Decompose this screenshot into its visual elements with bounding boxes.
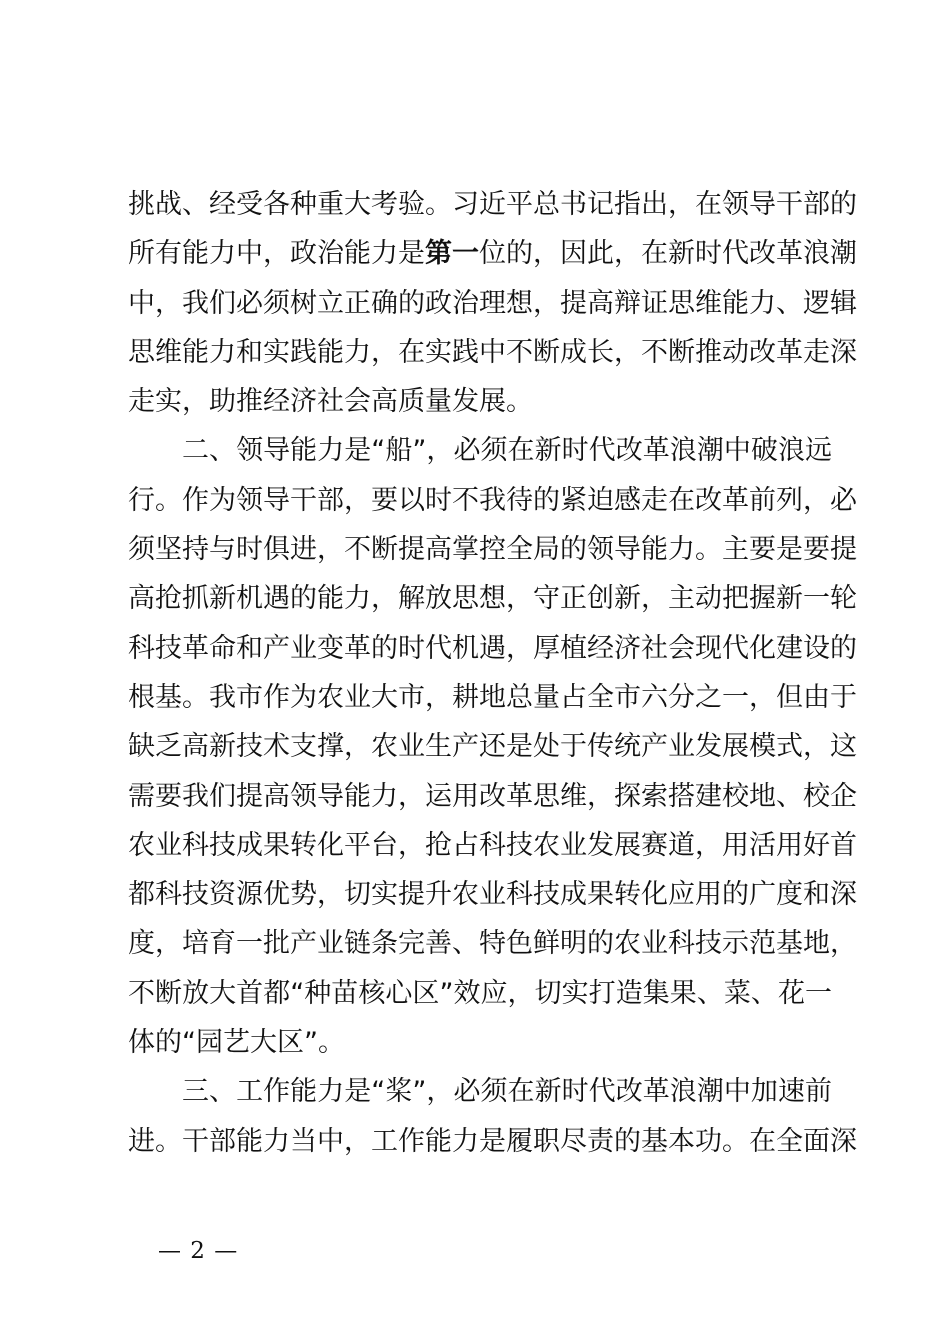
text-line: 进。干部能力当中，工作能力是履职尽责的基本功。在全面深 — [128, 1125, 857, 1157]
text-line: 行。作为领导干部，要以时不我待的紧迫感走在改革前列，必 — [128, 484, 857, 516]
text-line: 中，我们必须树立正确的政治理想，提高辩证思维能力、逻辑 — [128, 287, 857, 319]
text-line: 缺乏高新技术支撑，农业生产还是处于传统产业发展模式，这 — [128, 731, 857, 763]
paragraph-heading-line: 三、工作能力是“桨”，必须在新时代改革浪潮中加速前 — [182, 1076, 832, 1108]
text-line: 高抢抓新机遇的能力，解放思想，守正创新，主动把握新一轮 — [128, 583, 857, 615]
text-line: 不断放大首都“种苗核心区”效应，切实打造集果、菜、花一 — [128, 977, 832, 1009]
text-line: 体的“园艺大区”。 — [128, 1027, 345, 1059]
text-line: 须坚持与时俱进，不断提高掌控全局的领导能力。主要是要提 — [128, 534, 857, 566]
text-span: 所有能力中，政治能力是 — [128, 238, 425, 270]
page-number: — 2 — — [158, 1238, 239, 1264]
text-line: 需要我们提高领导能力，运用改革思维，探索搭建校地、校企 — [128, 780, 857, 812]
text-line: 走实，助推经济社会高质量发展。 — [128, 386, 533, 418]
text-line: 思维能力和实践能力，在实践中不断成长，不断推动改革走深 — [128, 336, 857, 368]
text-line: 都科技资源优势，切实提升农业科技成果转化应用的广度和深 — [128, 879, 857, 911]
text-line: 根基。我市作为农业大市，耕地总量占全市六分之一，但由于 — [128, 681, 857, 713]
text-span: 位的，因此，在新时代改革浪潮 — [479, 238, 857, 270]
text-line: 挑战、经受各种重大考验。习近平总书记指出，在领导干部的 — [128, 189, 857, 220]
text-line: 度，培育一批产业链条完善、特色鲜明的农业科技示范基地， — [128, 928, 857, 960]
text-line — [128, 229, 857, 278]
text-line: 科技革命和产业变革的时代机遇，厚植经济社会现代化建设的 — [128, 632, 857, 664]
body-text — [128, 180, 857, 1166]
text-line: 农业科技成果转化平台，抢占科技农业发展赛道，用活用好首 — [128, 829, 857, 861]
paragraph-heading-line: 二、领导能力是“船”，必须在新时代改革浪潮中破浪远 — [182, 435, 832, 467]
emphasis-text: 第一 — [425, 238, 479, 270]
